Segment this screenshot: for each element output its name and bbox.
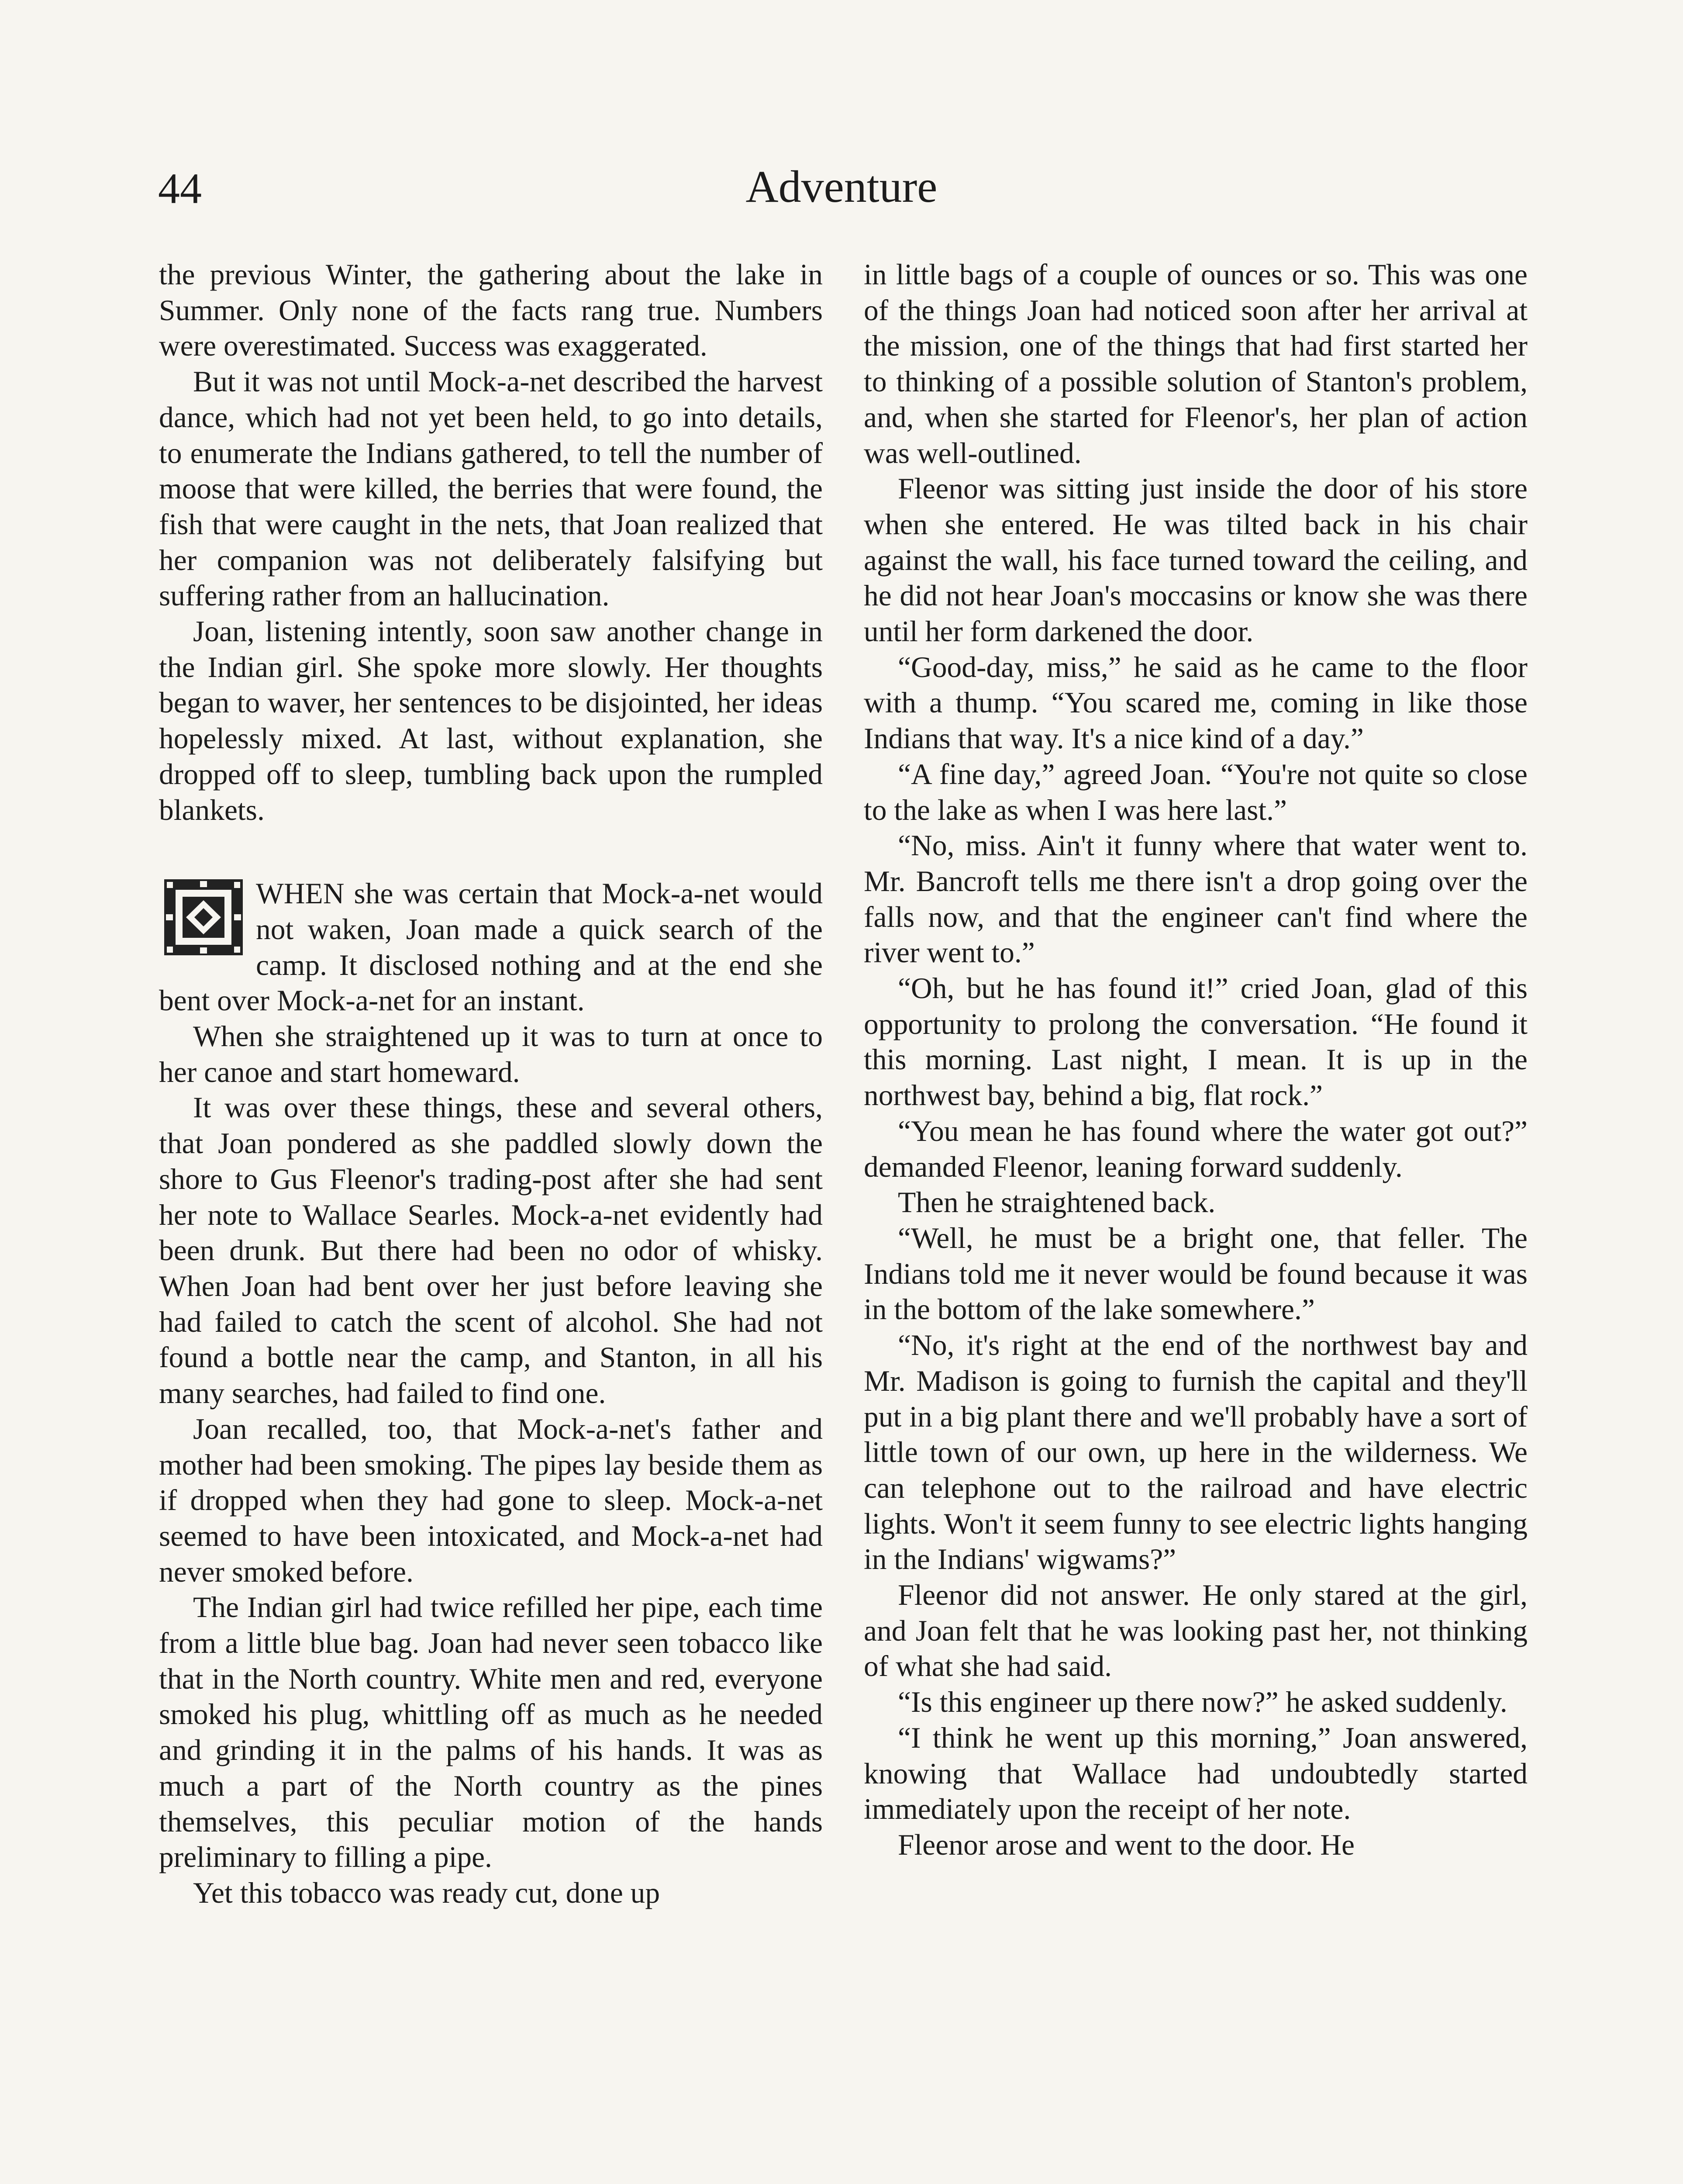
paragraph: “Well, he must be a bright one, that feller. The Indians told me it never would be found because it was in the bottom of the lake somewhere.” [864,1221,1528,1326]
paragraph: Then he straightened back. [898,1186,1216,1219]
paragraph: Joan, listening intently, soon saw another change in the Indian girl. She spoke more slowly. Her thoughts began to waver, her sentences to be disjointed, her ideas hopelessly mixed. At last, without explanation, she dropped off to sleep, tumbling back upon the rumpled blankets. [159,615,823,826]
paragraph: “Oh, but he has found it!” cried Joan, glad of this opportunity to prolong the conversation. “He found it this morning. Last night, I mean. It is up in the northwest bay, behind a big, flat rock.” [864,972,1528,1112]
paragraph: Fleenor did not answer. He only stared at the girl, and Joan felt that he was looking past her, not thinking of what she had said. [864,1579,1528,1683]
paragraph: “No, it's right at the end of the northwest bay and Mr. Madison is going to furnish the capital and they'll put in a big plant there and we'll probably have a sort of little town of our own, up here in the wilderness. We can telephone out to the railroad and have electric lights. Won't it seem funny to see electric lights hanging in the Indians' wigwams?” [864,1329,1528,1576]
paragraph: Fleenor arose and went to the door. He [898,1828,1355,1861]
page-number: 44 [158,164,202,213]
left-column [159,257,823,1911]
paragraph: in little bags of a couple of ounces or so. This was one of the things Joan had noticed soon after her arrival at the mission, one of the things that had first started her to thinking of a possible solution of Stanton's problem, and, when she started for Fleenor's, her plan of action was well-outlined. [864,258,1528,470]
paragraph: “Good-day, miss,” he said as he came to the floor with a thump. “You scared me, coming in like those Indians that way. It's a nice kind of a day.” [864,650,1528,755]
paragraph: But it was not until Mock-a-net described the harvest dance, which had not yet been held, to go into details, to enumerate the Indians gathered, to tell the number of moose that were killed, the berries that were found, the fish that were caught in the nets, that Joan realized that her companion was not deliberately falsifying but suffering rather from an hallucination. [159,365,823,612]
paragraph: the previous Winter, the gathering about the lake in Summer. Only none of the facts rang true. Numbers were overestimated. Success was exaggerated. [159,258,823,363]
paragraph: WHEN she was certain that Mock-a-net would not waken, Joan made a quick search of the camp. It disclosed nothing and at the end she bent over Mock-a-net for an instant. [159,877,823,1017]
paragraph: Fleenor was sitting just inside the door of his store when she entered. He was tilted back in his chair against the wall, his face turned toward the ceiling, and he did not hear Joan's moccasins or know she was there until her form darkened the door. [864,472,1528,648]
paragraph: Joan recalled, too, that Mock-a-net's father and mother had been smoking. The pipes lay beside them as if dropped when they had gone to sleep. Mock-a-net seemed to have been intoxicated, and Mock-a-net had never smoked before. [159,1412,823,1588]
paragraph: Yet this tobacco was ready cut, done up [193,1876,660,1909]
paragraph: “I think he went up this morning,” Joan answered, knowing that Wallace had undoubtedly started immediately upon the receipt of her note. [864,1721,1528,1826]
running-title: Adventure [745,162,938,212]
paragraph: It was over these things, these and several others, that Joan pondered as she paddled slowly down the shore to Gus Fleenor's trading-post after she had sent her note to Wallace Searles. Mock-a-net evidently had been drunk. But there had been no odor of whisky. When Joan had bent over her just before leaving she had failed to catch the scent of alcohol. She had not found a bottle near the camp, and Stanton, in all his many searches, had failed to find one. [159,1091,823,1410]
paragraph: When she straightened up it was to turn at once to her canoe and start homeward. [159,1020,823,1089]
paragraph: “No, miss. Ain't it funny where that water went to. Mr. Bancroft tells me there isn't a drop going over the falls now, and that the engineer can't find where the river went to.” [864,829,1528,969]
paragraph: The Indian girl had twice refilled her pipe, each time from a little blue bag. Joan had never seen tobacco like that in the North country. White men and red, everyone smoked his plug, whittling off as much as he needed and grinding it in the palms of his hands. It was as much a part of the North country as the pines themselves, this peculiar motion of the hands preliminary to filling a pipe. [159,1591,823,1874]
paragraph: “You mean he has found where the water got out?” demanded Fleenor, leaning forward suddenly. [864,1114,1528,1183]
section-opening [159,876,823,1019]
paragraph: “A fine day,” agreed Joan. “You're not quite so close to the lake as when I was here last.” [864,757,1528,826]
ornament-icon [162,878,245,957]
right-column [864,257,1528,1863]
paragraph: “Is this engineer up there now?” he asked suddenly. [898,1686,1507,1719]
